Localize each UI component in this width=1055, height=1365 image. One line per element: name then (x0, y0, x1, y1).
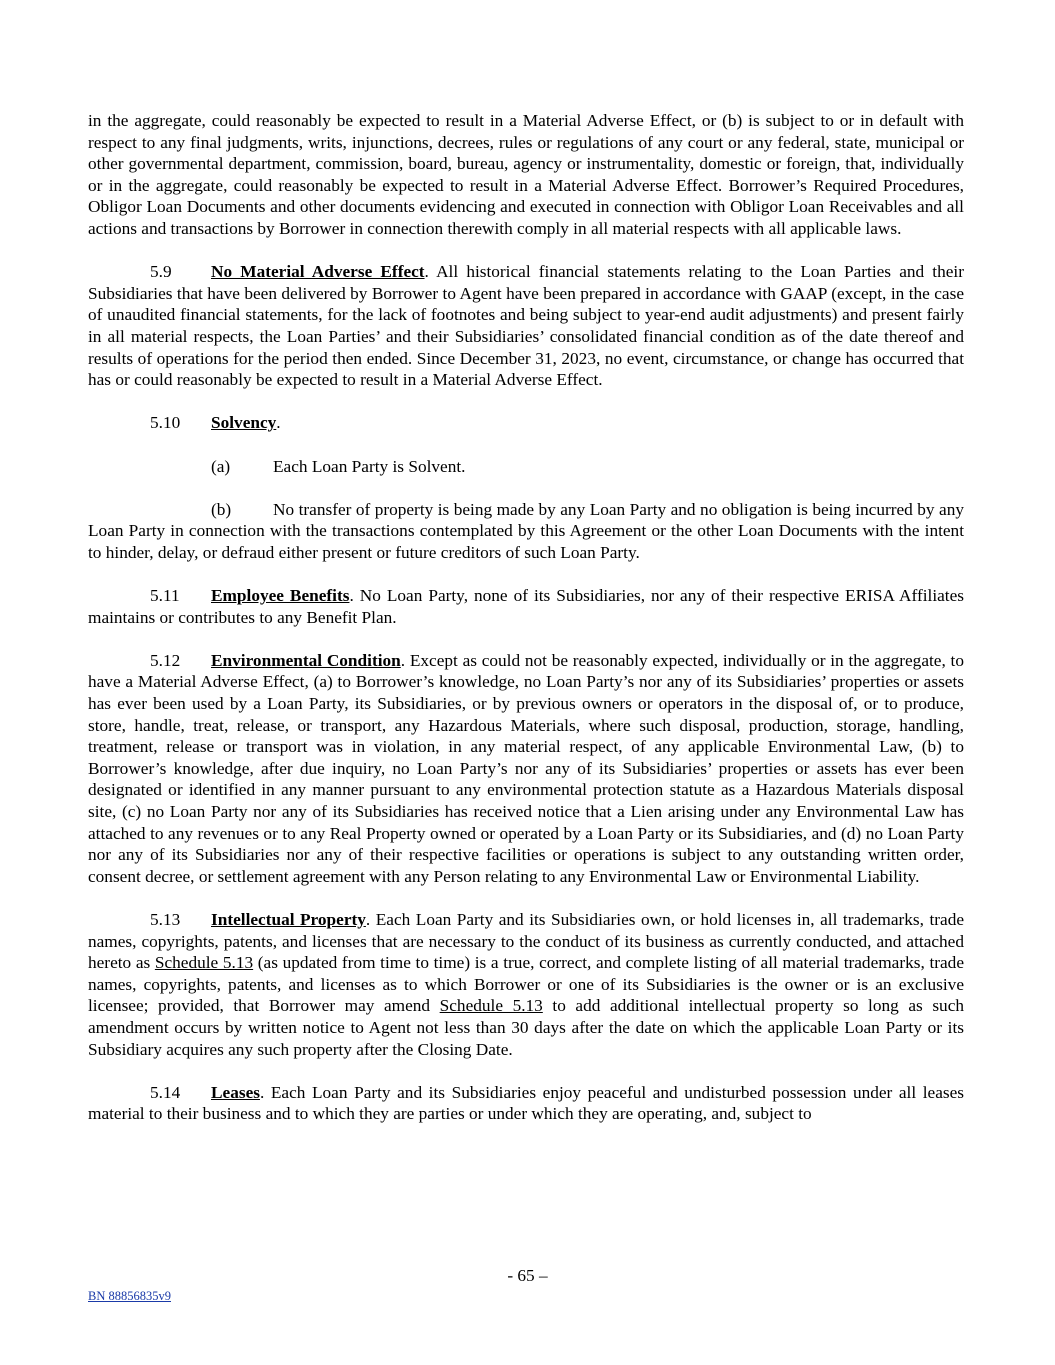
continuation-paragraph: in the aggregate, could reasonably be expected to result in a Material Adverse Effect, or (b) is subject to or in default with respect to any final judgments, writs, injunctions, decrees, rules or regulations of any court or any federal, state, municipal or other governmental department, commission, board, bureau, agency or instrumentality, domestic or foreign, that, individually or in the aggregate, could reasonably be expected to result in a Material Adverse Effect. Borrower’s Required Procedures, Obligor Loan Documents and other documents evidencing and executed in connection with Obligor Loan Receivables and all actions and transactions by Borrower in connection therewith comply in all material respects with all applicable laws. (88, 111, 964, 238)
section-text: . No Loan Party, none of its Subsidiaries, nor any of their respective ERISA Affiliates maintains or contributes to any Benefit Plan. (88, 586, 964, 627)
section-heading: Employee Benefits (211, 586, 350, 606)
section-text: . Except as could not be reasonably expected, individually or in the aggregate, to have a Material Adverse Effect, (a) to Borrower’s knowledge, no Loan Party’s nor any of its Subsidiaries’ properties or assets has ever been used by a Loan Party, its Subsidiaries, or by previous owners or operators in the disposal of, or to produce, store, handle, treat, release, or transport, any Hazardous Materials, where such disposal, production, storage, handling, treatment, release or transport was in violation, in any material respect, of any applicable Environmental Law, (b) to Borrower’s knowledge, after due inquiry, no Loan Party’s nor any of its Subsidiaries’ properties or assets has ever been designated or identified in any manner pursuant to any environmental protection statute as a Hazardous Materials disposal site, (c) no Loan Party nor any of its Subsidiaries has received notice that a Lien arising under any Environmental Law has attached to any revenues or to any Real Property owned or operated by a Loan Party or its Subsidiaries, and (d) no Loan Party nor any of its Subsidiaries nor any of their respective facilities or operations is subject to any outstanding written order, consent decree, or settlement agreement with any Person relating to any Environmental Law or Environmental Liability. (88, 650, 964, 886)
section-5-14 (88, 1082, 964, 1125)
section-5-11 (88, 585, 964, 628)
section-number: 5.13 (150, 909, 181, 929)
section-number: 5.9 (150, 262, 172, 282)
subsection-text: No transfer of property is being made by any Loan Party and no obligation is being incurred by any Loan Party in connection with the transactions contemplated by this Agreement or the other Loan Documents with the intent to hinder, delay, or defraud either present or future creditors of such Loan Party. (88, 499, 964, 562)
document-id-link[interactable]: BN 88856835v9 (88, 1289, 171, 1303)
subsection-label: (b) (211, 499, 232, 519)
section-text: (as updated from time to time) is a true, correct, and complete listing of all material trademarks, trade names, copyrights, patents, and licenses as to which Borrower or one of its Subsidiaries is the owner or is an exclusive licensee; provided, that Borrower may amend (88, 953, 964, 1016)
section-5-10 (88, 412, 964, 434)
section-text: . All historical financial statements relating to the Loan Parties and their Subsidiaries that have been delivered by Borrower to Agent have been prepared in accordance with GAAP (except, in the case of unaudited financial statements, for the lack of footnotes and being subject to year-end audit adjustments) and present fairly in all material respects, the Loan Parties’ and their Subsidiaries’ consolidated financial condition as of the date thereof and results of operations for the period then ended. Since December 31, 2023, no event, circumstance, or change has occurred that has or could reasonably be expected to result in a Material Adverse Effect. (88, 262, 964, 390)
section-number: 5.12 (150, 650, 181, 670)
section-5-13 (88, 909, 964, 1060)
section-heading: Solvency (211, 413, 277, 433)
section-heading: Leases (211, 1082, 260, 1102)
section-text: to add additional intellectual property so long as such amendment occurs by written notice to Agent not less than 30 days after the date on which the applicable Loan Party or its Subsidiary acquires any such property after the Closing Date. (88, 996, 965, 1059)
section-heading: Intellectual Property (211, 909, 366, 929)
section-heading: Environmental Condition (211, 650, 401, 670)
section-text: . (276, 413, 281, 433)
section-number: 5.11 (150, 586, 180, 606)
section-number: 5.14 (150, 1082, 181, 1102)
section-text: . Each Loan Party and its Subsidiaries own, or hold licenses in, all trademarks, trade names, copyrights, patents, and licenses that are necessary to the conduct of its business as currently conducted, and attached hereto as (88, 909, 965, 973)
page-number: - 65 – (507, 1266, 548, 1285)
schedule-reference: Schedule 5.13 (439, 996, 543, 1016)
document-body (88, 110, 964, 1147)
section-5-10-b (88, 499, 964, 564)
section-5-12 (88, 650, 964, 888)
section-heading: No Material Adverse Effect (211, 262, 425, 282)
section-number: 5.10 (150, 413, 181, 433)
section-text: . Each Loan Party and its Subsidiaries enjoy peaceful and undisturbed possession under all leases material to their business and to which they are parties or under which they are operating, and, subject to (88, 1082, 964, 1124)
section-5-10-a (88, 456, 964, 478)
schedule-reference: Schedule 5.13 (154, 953, 254, 973)
subsection-label: (a) (211, 456, 231, 476)
section-5-9 (88, 261, 964, 391)
subsection-text: Each Loan Party is Solvent. (273, 456, 466, 476)
